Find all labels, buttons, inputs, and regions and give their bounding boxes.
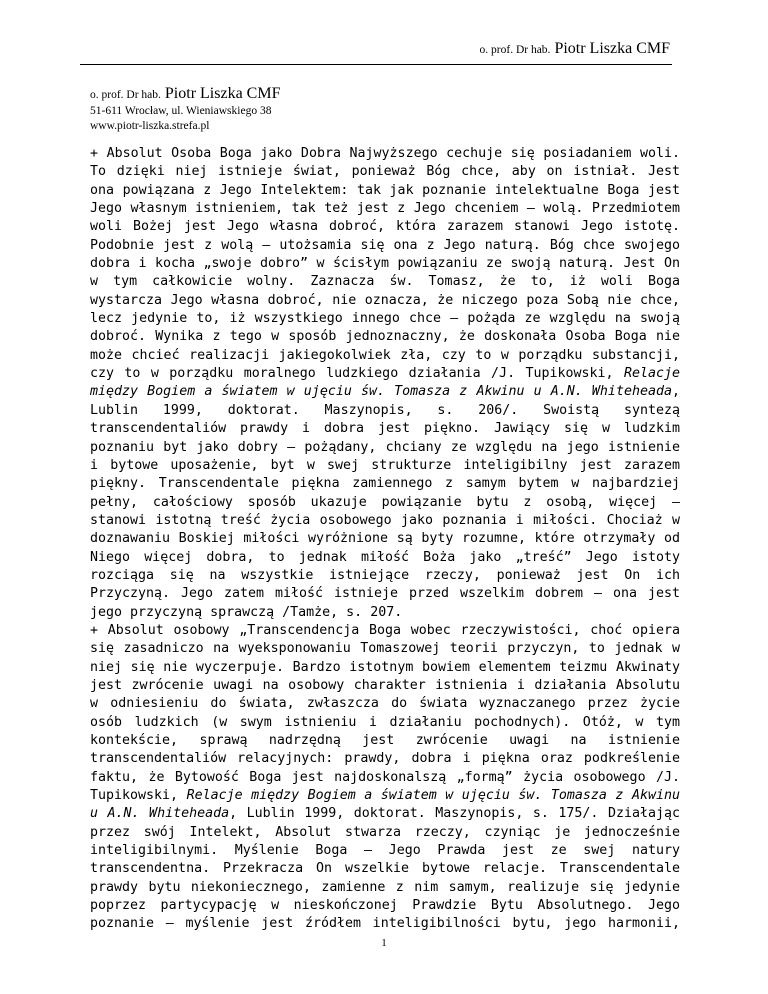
running-header [480, 40, 670, 58]
paragraph-2 [90, 622, 680, 935]
paragraph-1 [90, 145, 680, 622]
header-rule [80, 64, 672, 65]
body-text [90, 145, 680, 935]
page-number: 1 [381, 937, 387, 949]
paragraph-1-text-b: , Lublin 1999, doktorat. Maszynopis, s. 206/. Swoistą syntezą transcendentaliów prawdy i dobra jest piękno. Jawiący się w ludzkim poznaniu byt jako dobry – pożądany, chciany ze względu na jego istnienie i bytowe uposażenie, byt w swej strukturze inteligibilny jest zarazem piękny. Transcendentale piękna zamiennego z samym bytem w najbardziej pełny, całościowy sposób ukazuje powiązanie bytu z osobą, więcej – stanowi istotną treść życia osobowego jako poznania i miłości. Chociaż w doznawaniu Boskiej miłości wyróżnione są byty rozumne, które otrzymały od Niego więcej dobra, to jednak miłość Boża jako „treść” Jego istoty rozciąga się na wszystkie istniejące rzeczy, ponieważ jest On ich Przyczyną. Jego zatem miłość istnieje przed wszelkim dobrem – ona jest jego przyczyną sprawczą /Tamże, s. 207. [90, 384, 680, 620]
paragraph-2-book-title: Relacje między Bogiem a światem w ujęciu św. Tomasza z Akwinu u A.N. Whiteheada [90, 788, 680, 822]
paragraph-2-text-a: + Absolut osobowy „Transcendencja Boga wobec rzeczywistości, choć opiera się zasadniczo na wyeksponowaniu Tomaszowej teorii przyczyn, to jednak w niej się nie wyczerpuje. Bardzo istotnym bowiem elementem teizmu Akwinaty jest zwrócenie uwagi na osobowy charakter istnienia i działania Absolutu w odniesieniu do świata, zwłaszcza do świata wyznaczanego przez życie osób ludzkich (w swym istnieniu i działaniu pochodnych). Otóż, w tym kontekście, sprawą nadrzędną jest zwrócenie uwagi na istnienie transcendentaliów relacyjnych: prawdy, dobra i piękna oraz podkreślenie faktu, że Bytowość Boga jest najdoskonalszą „formą” życia osobowego /J. Tupikowski, [90, 622, 680, 804]
header-prefix: o. prof. Dr hab. [479, 44, 551, 56]
author-address: 51-611 Wrocław, ul. Wieniawskiego 38 [90, 105, 272, 117]
paragraph-1-text-a: + Absolut Osoba Boga jako Dobra Najwyższego cechuje się posiadaniem woli. To dzięki niej istnieje świat, ponieważ Bóg chce, aby on istniał. Jest ona powiązana z Jego Intelektem: tak jak poznanie intelektualne Boga jest Jego własnym istnieniem, tak też jest z Jego chceniem – wolą. Przedmiotem woli Bożej jest Jego własna dobroć, która zarazem stanowi Jego istotę. Podobnie jest z wolą – utożsamia się ona z Jego naturą. Bóg chce swojego dobra i kocha „swoje dobro” w ścisłym powiązaniu ze swoją naturą. Jest On w tym całkowicie wolny. Zaznacza św. Tomasz, że to, iż woli Boga wystarcza Jego własna dobroć, nie oznacza, że niczego poza Sobą nie chce, lecz jedynie to, iż wszystkiego innego chce – pożąda ze względu na swoją dobroć. Wynika z tego w sposób jednoznaczny, że doskonała Osoba Boga nie może chcieć realizacji jakiegokolwiek zła, czy to w porządku substancji, czy to w porządku moralnego ludzkiego działania /J. Tupikowski, [90, 146, 680, 382]
author-block [90, 85, 280, 134]
author-website: www.piotr-liszka.strefa.pl [90, 120, 210, 132]
author-line [90, 85, 280, 103]
author-name: Piotr Liszka CMF [164, 85, 281, 102]
paragraph-1-book-title: Relacje między Bogiem a światem w ujęciu św. Tomasza z Akwinu u A.N. Whiteheada [90, 366, 680, 400]
author-prefix: o. prof. Dr hab. [90, 89, 161, 101]
header-author-name: Piotr Liszka CMF [554, 40, 670, 57]
paragraph-2-text-b: , Lublin 1999, doktorat. Maszynopis, s. 175/. Działając przez swój Intelekt, Absolut stwarza rzeczy, czyniąc je jednocześnie inteligibilnymi. Myślenie Boga – Jego Prawda jest ze swej natury transcendentna. Przekracza On wszelkie bytowe relacje. Transcendentale prawdy bytu niekoniecznego, zamienne z nim samym, realizuje się jedynie poprzez partycypację w nieskończonej Prawdzie Bytu Absolutnego. Jego poznanie – myślenie jest źródłem inteligibilności bytu, jego harmonii, [90, 806, 680, 932]
